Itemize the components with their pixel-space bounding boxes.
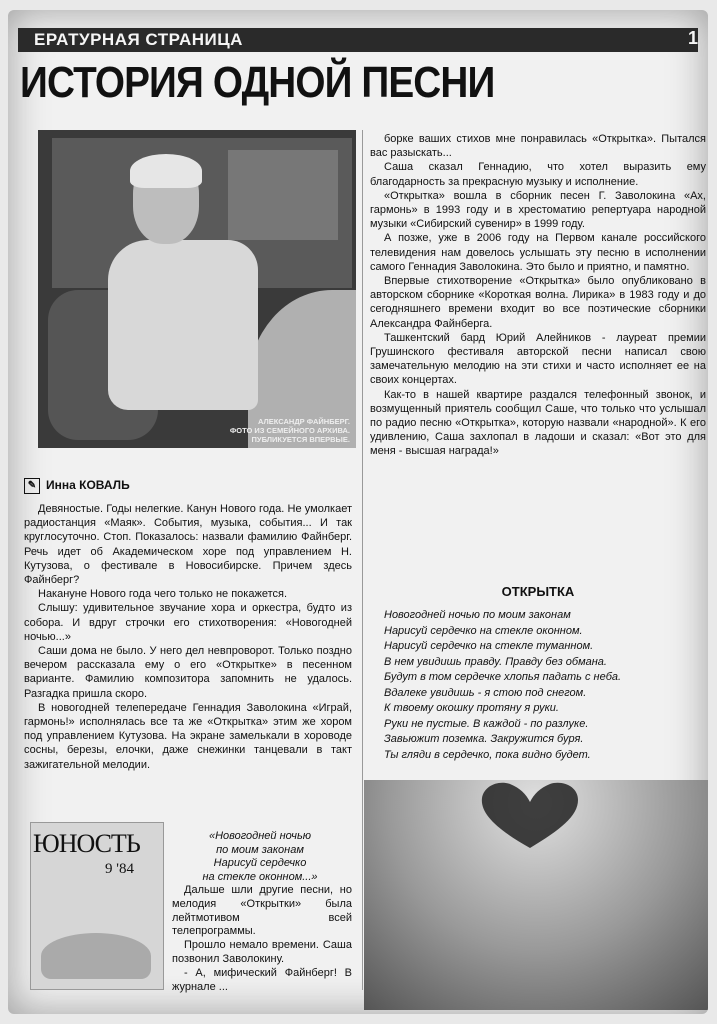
author-photo (38, 130, 356, 448)
newspaper-page (8, 10, 708, 1014)
magazine-issue: 9 '84 (105, 861, 134, 877)
poem-text: Новогодней ночью по моим законам Нарисуй сердечко на стекле оконном. Нарисуй сердечко на стекле туманном. В нем увидишь правду. Правду без обмана. Будут в том сердечке хлопья падать с неба. Вдалеке увидишь - я стою под снегом. К твоему окошку протяну я руки. Руки не пустые. В каждой - по разлуке. Завьюжит поземка. Закружится буря. Ты гляди в сердечко, пока видно будет. (384, 609, 622, 761)
photo-caption: АЛЕКСАНДР ФАЙНБЕРГ. ФОТО ИЗ СЕМЕЙНОГО АРХИВА. ПУБЛИКУЕТСЯ ВПЕРВЫЕ. (229, 417, 350, 444)
poem-title: ОТКРЫТКА (501, 584, 575, 599)
magazine-cover (30, 822, 164, 990)
article-title: ИСТОРИЯ ОДНОЙ ПЕСНИ (20, 58, 495, 107)
heart-icon (478, 780, 582, 852)
author-byline: ✎ Инна КОВАЛЬ (24, 478, 130, 494)
pen-icon: ✎ (24, 478, 40, 494)
left-column-text: Девяностые. Годы нелегкие. Канун Нового года. Не умолкает радиостанция «Маяк». События, музыка, события... И так круглосуточно. Стоп. Показалось: назвали фамилию Файнберг. Речь идет об Академическом хоре под управлением Н. Кутузова, о фестивале в Новосибирске. Причем здесь Файнберг? Накануне Нового года чего только не покажется. Слышу: удивительное звучание хора и оркестра, будто из собора. И вдруг строчки его стихотворения: «Новогодней ночью...» Саши дома не было. У него дел невпроворот. Только поздно вечером рассказала ему о его «Открытке» в песенном варианте. Фамилию композитора запомнить не удалось. Разгадка пришла скоро. В новогодней телепередаче Геннадия Заволокина «Играй, гармонь!» исполнялась все та же «Открытка» этим же хором под управлением Кутузова. На экране замелькали в хороводе сосны, березы, елочки, даже снежинки танцевали в такт зажигательной мелодии. (24, 503, 352, 771)
pull-quote: «Новогодней ночью по моим законам Нарисуй сердечко на стекле оконном...» (202, 830, 318, 883)
bottom-text: Дальше шли другие песни, но мелодия «Открытки» была лейтмотивом всей телепрограммы. Прошло немало времени. Саша позвонил Заволокину. - А, мифический Файнберг! В журнале ... (172, 884, 352, 993)
page-number: 1 (687, 28, 698, 48)
section-label: ЕРАТУРНАЯ СТРАНИЦА (34, 30, 243, 49)
right-column-text: борке ваших стихов мне понравилась «Открытка». Пытался вас разыскать... Саша сказал Геннадию, что хотел выразить ему благодарность за прекрасную музыку и исполнение. «Открытка» вошла в сборник песен Г. Заволокина «Ах, гармонь» в 1993 году и в хрестоматию репертуара народной музыки «Сибирский сувенир» в 1999 году. А позже, уже в 2006 году на Первом канале российского телевидения нам довелось услышать эту песню в исполнении самого Геннадия Заволокина. Это было и приятно, и памятно. Впервые стихотворение «Открытка» было опубликовано в авторском сборнике «Короткая волна. Лирика» в 1983 году и до сегодняшнего времени входит во все поэтические сборники Александра Файнберга. Ташкентский бард Юрий Алейников - лауреат премии Грушинского фестиваля авторской песни написал свою замечательную мелодию на эти стихи и часто исполняет ее на своих концертах. Как-то в нашей квартире раздался телефонный звонок, и возмущенный приятель сообщил Саше, что только что услышал по радио песню «Открытка», которую назвали «народной». К его удивлению, Саша захлопал в ладоши и сказал: «Вот это для меня - высшая награда!» (370, 133, 706, 458)
column-divider (362, 130, 363, 990)
magazine-title: ЮНОСТЬ (33, 829, 140, 858)
